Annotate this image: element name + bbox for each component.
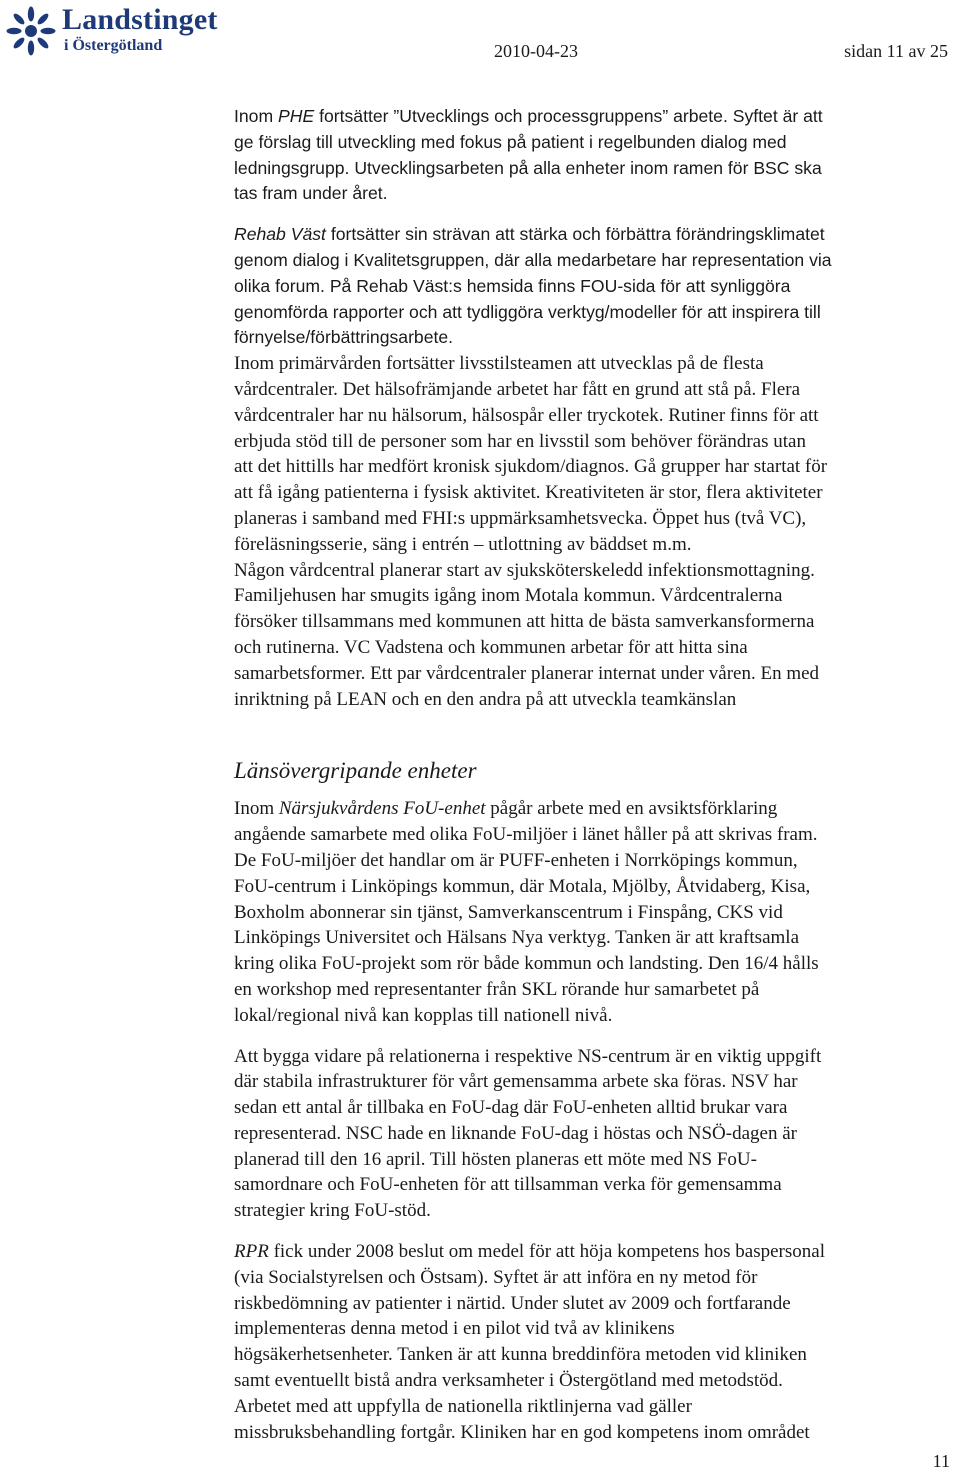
text-line: inriktning på LEAN och en den andra på att utveckla teamkänslan <box>234 688 737 710</box>
text-line: där stabila infrastrukturer för vårt gemensamma arbete ska föras. NSV har <box>234 1071 798 1093</box>
italic-term: Rehab Väst <box>234 224 326 245</box>
italic-term: Närsjukvårdens FoU-enhet <box>278 798 486 820</box>
text-line: Boxholm abonnerar sin tjänst, Samverkanscentrum i Finspång, CKS vid <box>234 901 783 923</box>
text-line: (via Socialstyrelsen och Östsam). Syftet är att införa en ny metod för <box>234 1266 758 1288</box>
text-line: genom dialog i Kvalitetsgruppen, där alla medarbetare har representation via <box>234 249 832 270</box>
text-line <box>234 104 934 130</box>
text-line: vårdcentraler har nu hälsorum, hälsospår eller tryckotek. Rutiner finns för att <box>234 404 819 426</box>
text-line: planerad till den 16 april. Till hösten planeras ett möte med NS FoU- <box>234 1148 757 1170</box>
section-intro <box>234 104 934 712</box>
text-line: en workshop med representanter från SKL rörande hur samarbetet på <box>234 978 760 1000</box>
text-line: Inom primärvården fortsätter livsstilsteamen att utvecklas på de flesta <box>234 353 764 375</box>
paragraph <box>234 1239 934 1445</box>
text-line: vårdcentraler. Det hälsofrämjande arbetet har fått en grund att stå på. Flera <box>234 378 801 400</box>
text-line: implementeras denna metod i en pilot vid två av klinikens <box>234 1318 675 1340</box>
text-line: förnyelse/förbättringsarbete. <box>234 327 454 348</box>
text-line <box>234 1239 934 1265</box>
text-segment: fick under 2008 beslut om medel för att höja kompetens hos baspersonal <box>268 1241 825 1263</box>
text-line: strategier kring FoU-stöd. <box>234 1200 431 1222</box>
italic-term: PHE <box>278 106 315 126</box>
text-line: Att bygga vidare på relationerna i respektive NS-centrum är en viktig uppgift <box>234 1045 822 1067</box>
text-line: erbjuda stöd till de personer som har en livsstil som behöver förändras utan <box>234 430 806 452</box>
text-line: sedan ett antal år tillbaka en FoU-dag där FoU-enheten alltid brukar vara <box>234 1097 788 1119</box>
text-line: samarbetsformer. Ett par vårdcentraler planerar internat under våren. En med <box>234 662 820 684</box>
text-line: Linköpings Universitet och Hälsans Nya verktyg. Tanken är att kraftsamla <box>234 927 799 949</box>
landstinget-logo <box>6 4 236 56</box>
text-line: Arbetet med att uppfylla de nationella riktlinjerna vad gäller <box>234 1395 692 1417</box>
text-line: Någon vårdcentral planerar start av sjuksköterskeledd infektionsmottagning. <box>234 559 815 581</box>
text-line: angående samarbete med olika FoU-miljöer i länet håller på att skrivas fram. <box>234 824 818 846</box>
text-line: missbruksbehandling fortgår. Kliniken har en god kompetens inom området <box>234 1421 810 1443</box>
text-line: försöker tillsammans med kommunen att hitta de bästa samverkansformerna <box>234 611 815 633</box>
text-line: kring olika FoU-projekt som rör både kommun och landsting. Den 16/4 hålls <box>234 953 819 975</box>
text-line: De FoU-miljöer det handlar om är PUFF-enheten i Norrköpings kommun, <box>234 849 798 871</box>
text-line: tas fram under året. <box>234 183 388 204</box>
paragraph <box>234 104 934 207</box>
text-line: och rutinerna. VC Vadstena och kommunen arbetar för att hitta sina <box>234 636 748 658</box>
text-line: riskbedömning av patienter i närtid. Under slutet av 2009 och fortfarande <box>234 1292 791 1314</box>
landstinget-emblem-icon <box>6 6 56 56</box>
text-line: Familjehusen har smugits igång inom Motala kommun. Vårdcentralerna <box>234 585 783 607</box>
paragraph <box>234 351 934 712</box>
paragraph <box>234 1044 934 1225</box>
text-line: samt eventuellt bistå andra verksamheter i Östergötland med metodstöd. <box>234 1370 783 1392</box>
paragraph <box>234 796 934 1028</box>
text-line: att det hittills har medfört kronisk sjukdom/diagnos. Gå grupper har startat för <box>234 456 828 478</box>
text-line: olika forum. På Rehab Väst:s hemsida finns FOU-sida för att synliggöra <box>234 275 791 296</box>
header-page-label: sidan 11 av 25 <box>844 41 948 61</box>
text-segment: pågår arbete med en avsiktsförklaring <box>485 798 778 820</box>
section-lansovergripande <box>234 796 934 1445</box>
text-line: genomförda rapporter och att tydliggöra verktyg/modeller för att inspirera till <box>234 301 821 322</box>
text-line: föreläsningsserie, säng i entrén – utlottning av bäddset m.m. <box>234 533 692 555</box>
text-line <box>234 796 934 822</box>
text-segment: Inom <box>234 798 279 820</box>
text-line: lokal/regional nivå kan kopplas till nationell nivå. <box>234 1004 613 1026</box>
footer-page-number: 11 <box>932 1451 950 1471</box>
paragraph <box>234 222 934 351</box>
logo-title: Landstinget <box>62 3 218 36</box>
text-line: att få igång patienterna i fysisk aktivitet. Kreativiteten är stor, flera aktiviteter <box>234 482 823 504</box>
text-line: representerad. NSC hade en liknande FoU-dag i höstas och NSÖ-dagen är <box>234 1122 797 1144</box>
text-line: FoU-centrum i Linköpings kommun, där Motala, Mjölby, Åtvidaberg, Kisa, <box>234 875 811 897</box>
logo-subtitle: i Östergötland <box>64 37 163 54</box>
text-line: ledningsgrupp. Utvecklingsarbeten på alla enheter inom ramen för BSC ska <box>234 157 822 178</box>
italic-term: RPR <box>234 1241 269 1263</box>
text-line <box>234 222 934 248</box>
text-line: ge förslag till utveckling med fokus på patient i regelbunden dialog med <box>234 131 787 152</box>
text-segment: Inom <box>234 106 279 126</box>
section-heading: Länsövergripande enheter <box>234 758 477 784</box>
document-body <box>234 104 934 1445</box>
text-segment: fortsätter ”Utvecklings och processgruppens” arbete. Syftet är att <box>314 106 823 126</box>
text-line: planeras i samband med FHI:s uppmärksamhetsvecka. Öppet hus (två VC), <box>234 507 807 529</box>
header-date: 2010-04-23 <box>494 41 578 61</box>
text-line: samordnare och FoU-enheten för att tillsamman verka för gemensamma <box>234 1174 782 1196</box>
text-segment: fortsätter sin strävan att stärka och förbättra förändringsklimatet <box>325 224 825 245</box>
text-line: högsäkerhetsenheter. Tanken är att kunna breddinföra metoden vid kliniken <box>234 1344 807 1366</box>
